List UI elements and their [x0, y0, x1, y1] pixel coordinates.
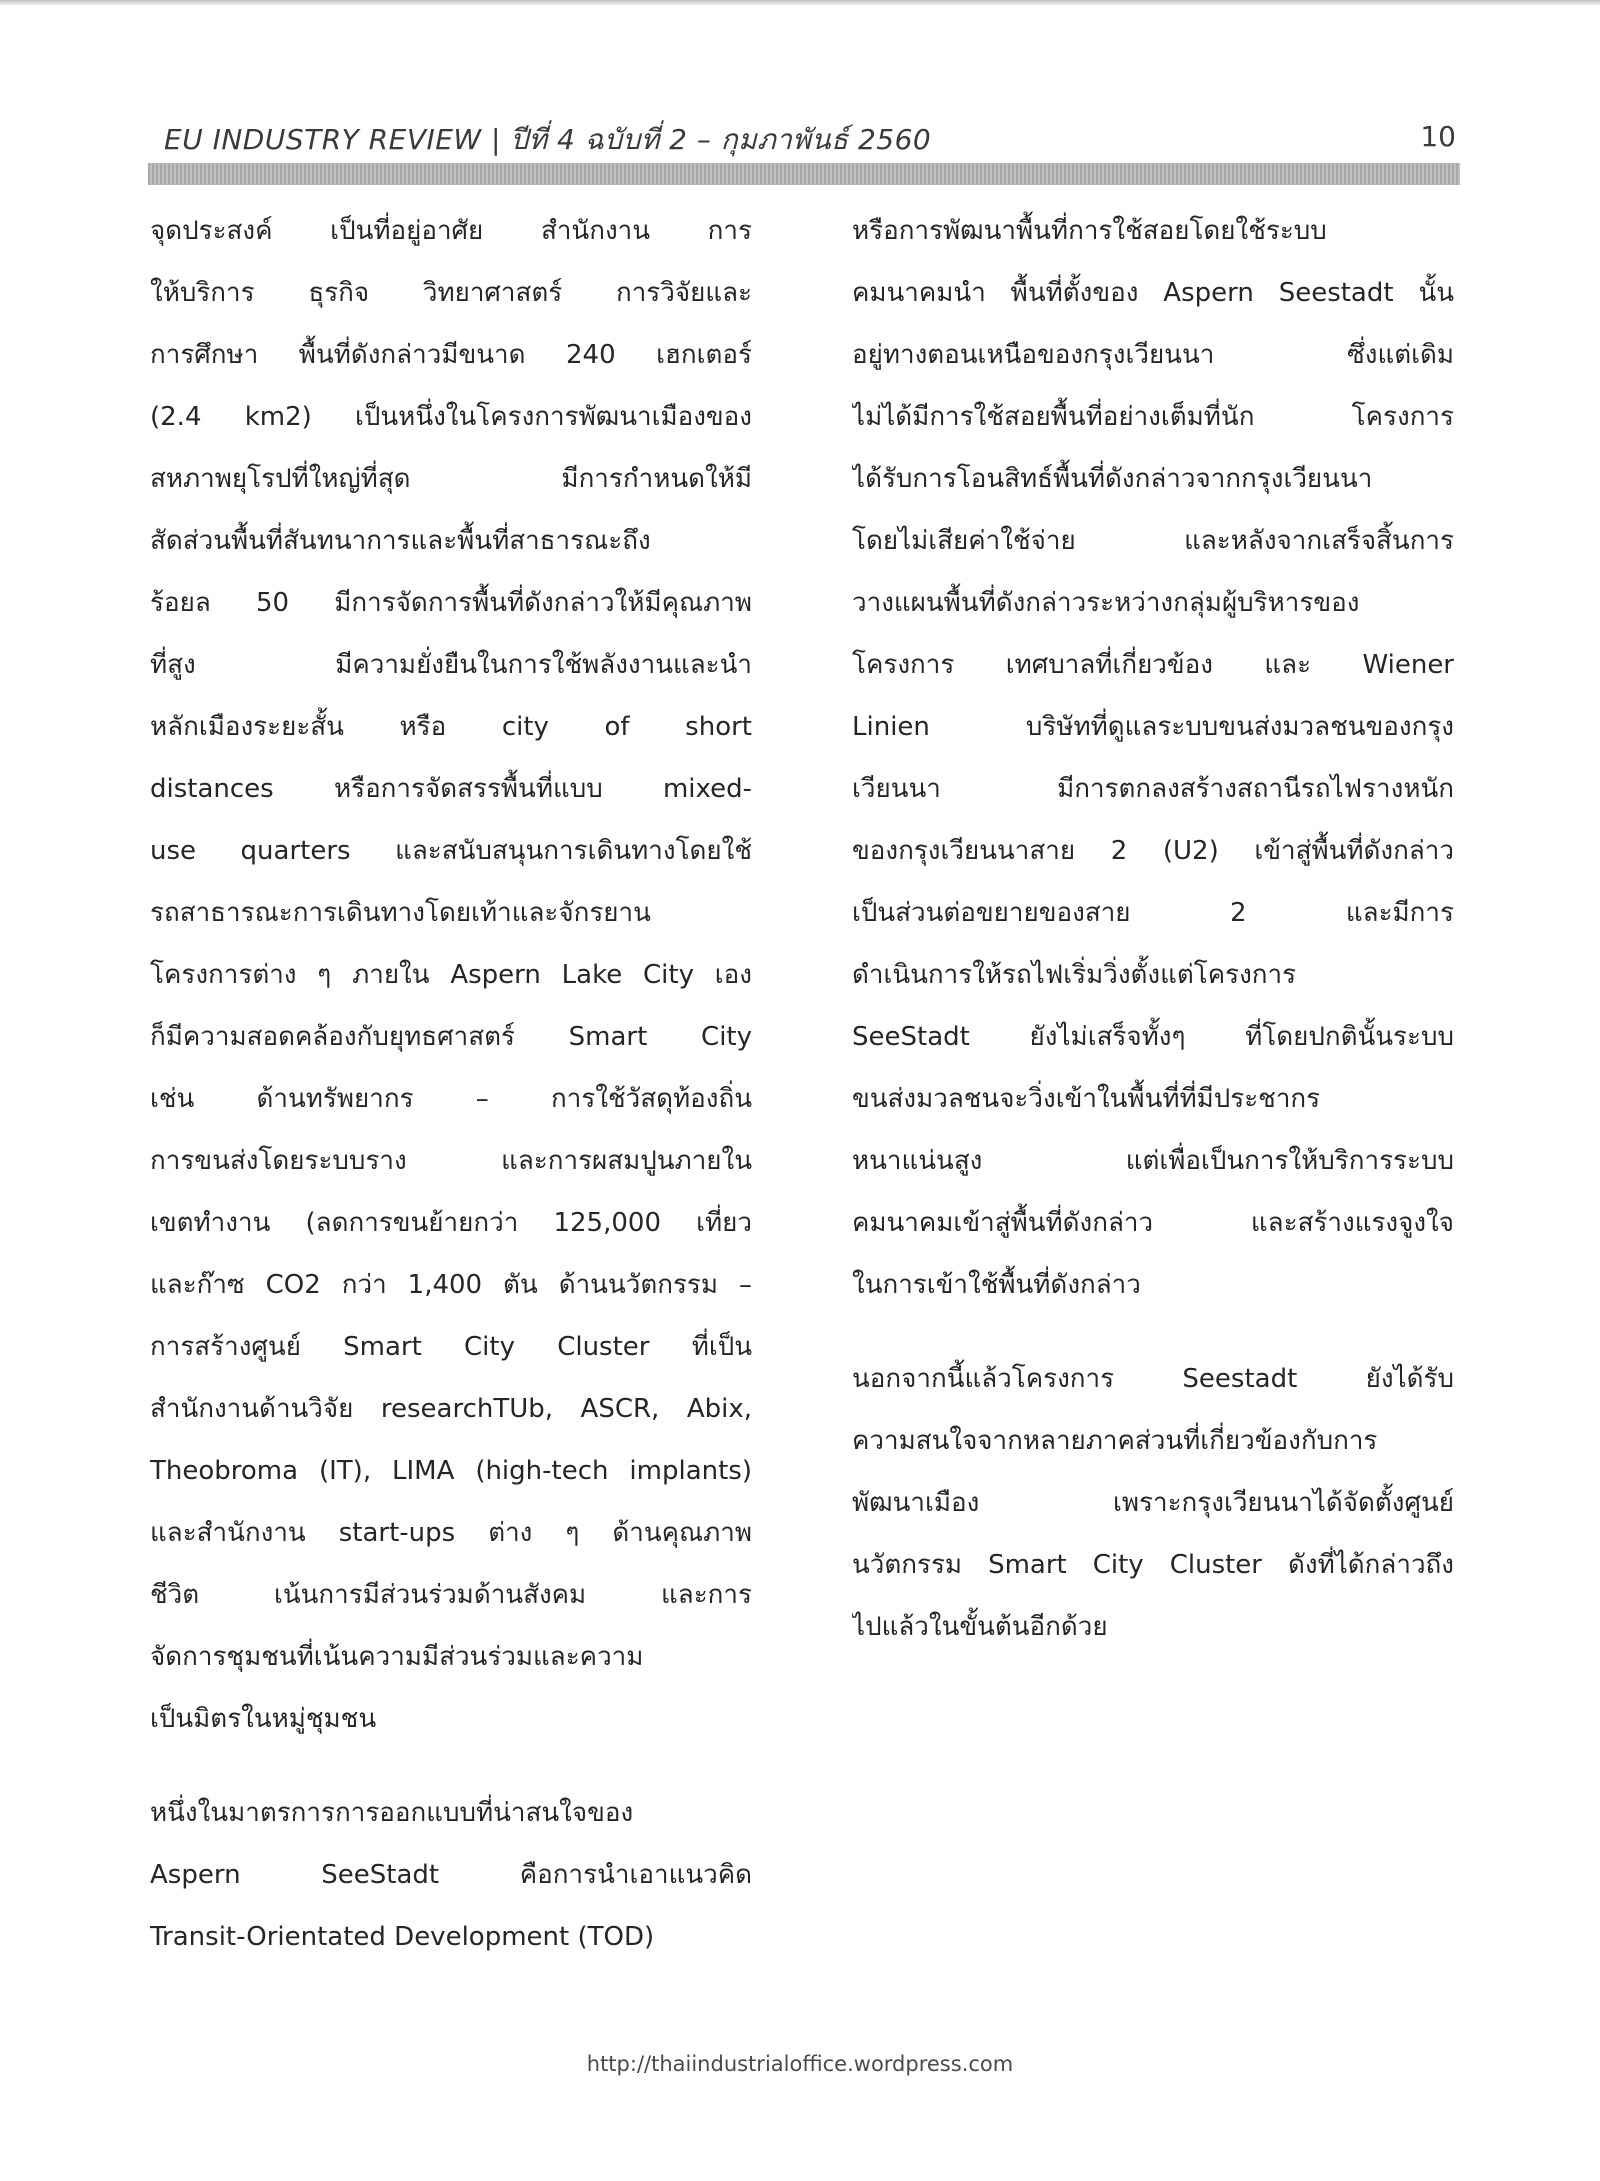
paragraph	[852, 1348, 1454, 1658]
text-line: การขนส่งโดยระบบราง และการผสมปูนภายใน	[150, 1146, 752, 1176]
text-line: พัฒนาเมือง เพราะกรุงเวียนนาได้จัดตั้งศูนย์	[852, 1488, 1454, 1518]
text-line: จัดการชุมชนที่เน้นความมีส่วนร่วมและความ	[150, 1642, 644, 1672]
text-line: นอกจากนี้แล้วโครงการ Seestadt ยังได้รับ	[852, 1364, 1454, 1394]
left-column	[150, 200, 752, 2000]
text-line: ในการเข้าใช้พื้นที่ดังกล่าว	[852, 1270, 1141, 1300]
text-line: ได้รับการโอนสิทธ์พื้นที่ดังกล่าวจากกรุงเวียนนา	[852, 464, 1373, 494]
text-line: หลักเมืองระยะสั้น หรือ city of short	[150, 712, 752, 742]
paragraph	[150, 200, 752, 1750]
header-title: EU INDUSTRY REVIEW | ปีที่ 4 ฉบับที่ 2 – กุมภาพันธ์ 2560	[164, 123, 932, 156]
text-line: อยู่ทางตอนเหนือของกรุงเวียนนา ซึ่งแต่เดิม	[852, 340, 1454, 370]
text-line: หรือการพัฒนาพื้นที่การใช้สอยโดยใช้ระบบ	[852, 216, 1327, 246]
text-line: คมนาคมนำ พื้นที่ตั้งของ Aspern Seestadt นั้น	[852, 278, 1454, 308]
scan-edge	[0, 0, 1600, 6]
text-line: และสำนักงาน start-ups ต่าง ๆ ด้านคุณภาพ	[150, 1518, 752, 1548]
text-line: ชีวิต เน้นการมีส่วนร่วมด้านสังคม และการ	[150, 1580, 752, 1610]
text-line: เป็นมิตรในหมู่ชุมชน	[150, 1704, 377, 1734]
text-line: เช่น ด้านทรัพยากร – การใช้วัสดุท้องถิ่น	[150, 1084, 752, 1114]
text-line: (2.4 km2) เป็นหนึ่งในโครงการพัฒนาเมืองของ	[150, 402, 752, 432]
footer-url: http://thaiindustrialoffice.wordpress.com	[586, 2052, 1014, 2076]
text-line: และก๊าซ CO2 กว่า 1,400 ตัน ด้านนวัตกรรม –	[150, 1270, 752, 1300]
text-line: Aspern SeeStadt คือการนำเอาแนวคิด	[150, 1860, 752, 1890]
text-line: การสร้างศูนย์ Smart City Cluster ที่เป็น	[150, 1332, 752, 1362]
text-line: ดำเนินการให้รถไฟเริ่มวิ่งตั้งแต่โครงการ	[852, 960, 1297, 990]
text-line: ของกรุงเวียนนาสาย 2 (U2) เข้าสู่พื้นที่ดังกล่าว	[852, 836, 1454, 866]
text-line: โครงการ เทศบาลที่เกี่ยวข้อง และ Wiener	[852, 650, 1454, 680]
text-line: เวียนนา มีการตกลงสร้างสถานีรถไฟรางหนัก	[852, 774, 1454, 804]
text-line: distances หรือการจัดสรรพื้นที่แบบ mixed-	[150, 774, 752, 804]
text-line: โครงการต่าง ๆ ภายใน Aspern Lake City เอง	[150, 960, 752, 990]
text-line: ความสนใจจากหลายภาคส่วนที่เกี่ยวข้องกับการ	[852, 1426, 1378, 1456]
page-number: 10	[1420, 120, 1456, 153]
header-rule	[148, 163, 1460, 185]
text-line: คมนาคมเข้าสู่พื้นที่ดังกล่าว และสร้างแรงจูงใจ	[852, 1208, 1454, 1238]
text-line: สำนักงานด้านวิจัย researchTUb, ASCR, Abix,	[150, 1394, 752, 1424]
text-line: โดยไม่เสียค่าใช้จ่าย และหลังจากเสร็จสิ้นการ	[852, 526, 1454, 556]
text-line: SeeStadt ยังไม่เสร็จทั้งๆ ที่โดยปกตินั้นระบบ	[852, 1022, 1454, 1052]
paragraph	[150, 1782, 752, 1968]
text-line: Transit-Orientated Development (TOD)	[150, 1922, 655, 1952]
text-line: ไปแล้วในขั้นต้นอีกด้วย	[852, 1612, 1108, 1642]
text-line: หนาแน่นสูง แต่เพื่อเป็นการให้บริการระบบ	[852, 1146, 1454, 1176]
text-line: การศึกษา พื้นที่ดังกล่าวมีขนาด 240 เฮกเตอร์	[150, 340, 752, 370]
text-line: ไม่ได้มีการใช้สอยพื้นที่อย่างเต็มที่นัก โครงการ	[852, 402, 1454, 432]
text-line: ขนส่งมวลชนจะวิ่งเข้าในพื้นที่ที่มีประชากร	[852, 1084, 1321, 1114]
right-column	[852, 200, 1454, 1690]
text-line: ร้อยล 50 มีการจัดการพื้นที่ดังกล่าวให้มีคุณภาพ	[150, 588, 752, 618]
text-line: หนึ่งในมาตรการการออกแบบที่น่าสนใจของ	[150, 1798, 634, 1828]
text-line: รถสาธารณะการเดินทางโดยเท้าและจักรยาน	[150, 898, 651, 928]
text-line: use quarters และสนับสนุนการเดินทางโดยใช้	[150, 836, 752, 866]
text-line: สหภาพยุโรปที่ใหญ่ที่สุด มีการกำหนดให้มี	[150, 464, 752, 494]
text-line: สัดส่วนพื้นที่สันทนาการและพื้นที่สาธารณะถึง	[150, 526, 651, 556]
text-line: ที่สูง มีความยั่งยืนในการใช้พลังงานและนำ	[150, 650, 752, 680]
text-line: วางแผนพื้นที่ดังกล่าวระหว่างกลุ่มผู้บริหารของ	[852, 588, 1360, 618]
text-line: นวัตกรรม Smart City Cluster ดังที่ได้กล่าวถึง	[852, 1550, 1454, 1580]
text-line: ก็มีความสอดคล้องกับยุทธศาสตร์ Smart City	[150, 1022, 752, 1052]
text-line: Theobroma (IT), LIMA (high-tech implants)	[150, 1456, 752, 1486]
text-line: ให้บริการ ธุรกิจ วิทยาศาสตร์ การวิจัยและ	[150, 278, 752, 308]
text-line: จุดประสงค์ เป็นที่อยู่อาศัย สำนักงาน การ	[150, 216, 752, 246]
text-line: เขตทำงาน (ลดการขนย้ายกว่า 125,000 เที่ยว	[150, 1208, 752, 1238]
text-line: Linien บริษัทที่ดูแลระบบขนส่งมวลชนของกรุง	[852, 712, 1454, 742]
page-header	[148, 112, 1460, 160]
text-line: เป็นส่วนต่อขยายของสาย 2 และมีการ	[852, 898, 1454, 928]
paragraph	[852, 200, 1454, 1316]
